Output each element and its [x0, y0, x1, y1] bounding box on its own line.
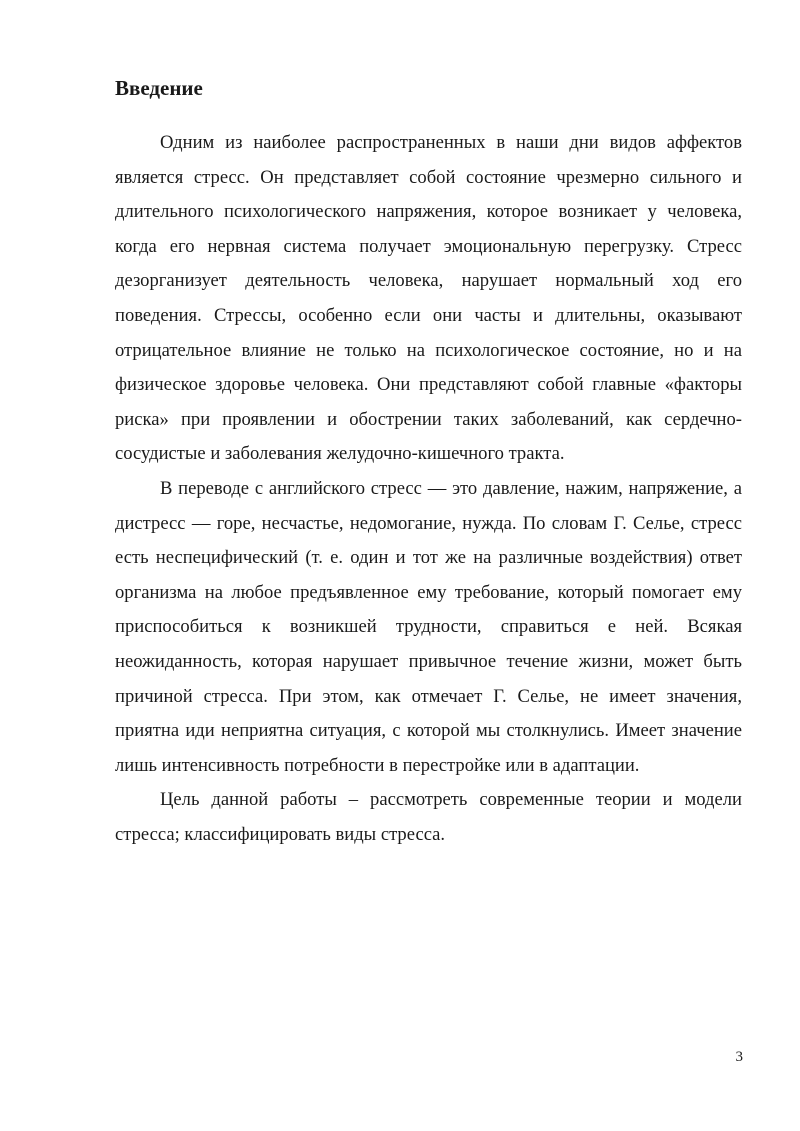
paragraph-1: Одним из наиболее распространенных в наши дни видов аффектов является стресс. Он представляет собой состояние чрезмерно сильного и длительного психологического напряжения, которое возникает у человека, когда его нервная система получает эмоциональную перегрузку. Стресс дезорганизует деятельность человека, нарушает нормальный ход его поведения. Стрессы, особенно если они часты и длительны, оказывают отрицательное влияние не только на психологическое состояние, но и на физическое здоровье человека. Они представляют собой главные «факторы риска» при проявлении и обострении таких заболеваний, как сердечно-сосудистые и заболевания желудочно-кишечного тракта.	[115, 132, 742, 465]
paragraph-2: В переводе с английского стресс — это давление, нажим, напряжение, а дистресс — горе, несчастье, недомогание, нужда. По словам Г. Селье, стресс есть неспецифический (т. е. один и тот же на различные воздействия) ответ организма на любое предъявленное ему требование, который помогает ему приспособиться к возникшей трудности, справиться е ней. Всякая неожиданность, которая нарушает привычное течение жизни, может быть причиной стресса. При этом, как отмечает Г. Селье, не имеет значения, приятна иди неприятна ситуация, с которой мы столкнулись. Имеет значение лишь интенсивность потребности в перестройке или в адаптации.	[115, 477, 742, 776]
page-number: 3	[735, 1049, 743, 1065]
body-text	[115, 126, 742, 852]
section-heading: Введение	[115, 76, 203, 100]
paragraph-3: Цель данной работы – рассмотреть современные теории и модели стресса; классифицировать виды стресса.	[115, 789, 742, 845]
